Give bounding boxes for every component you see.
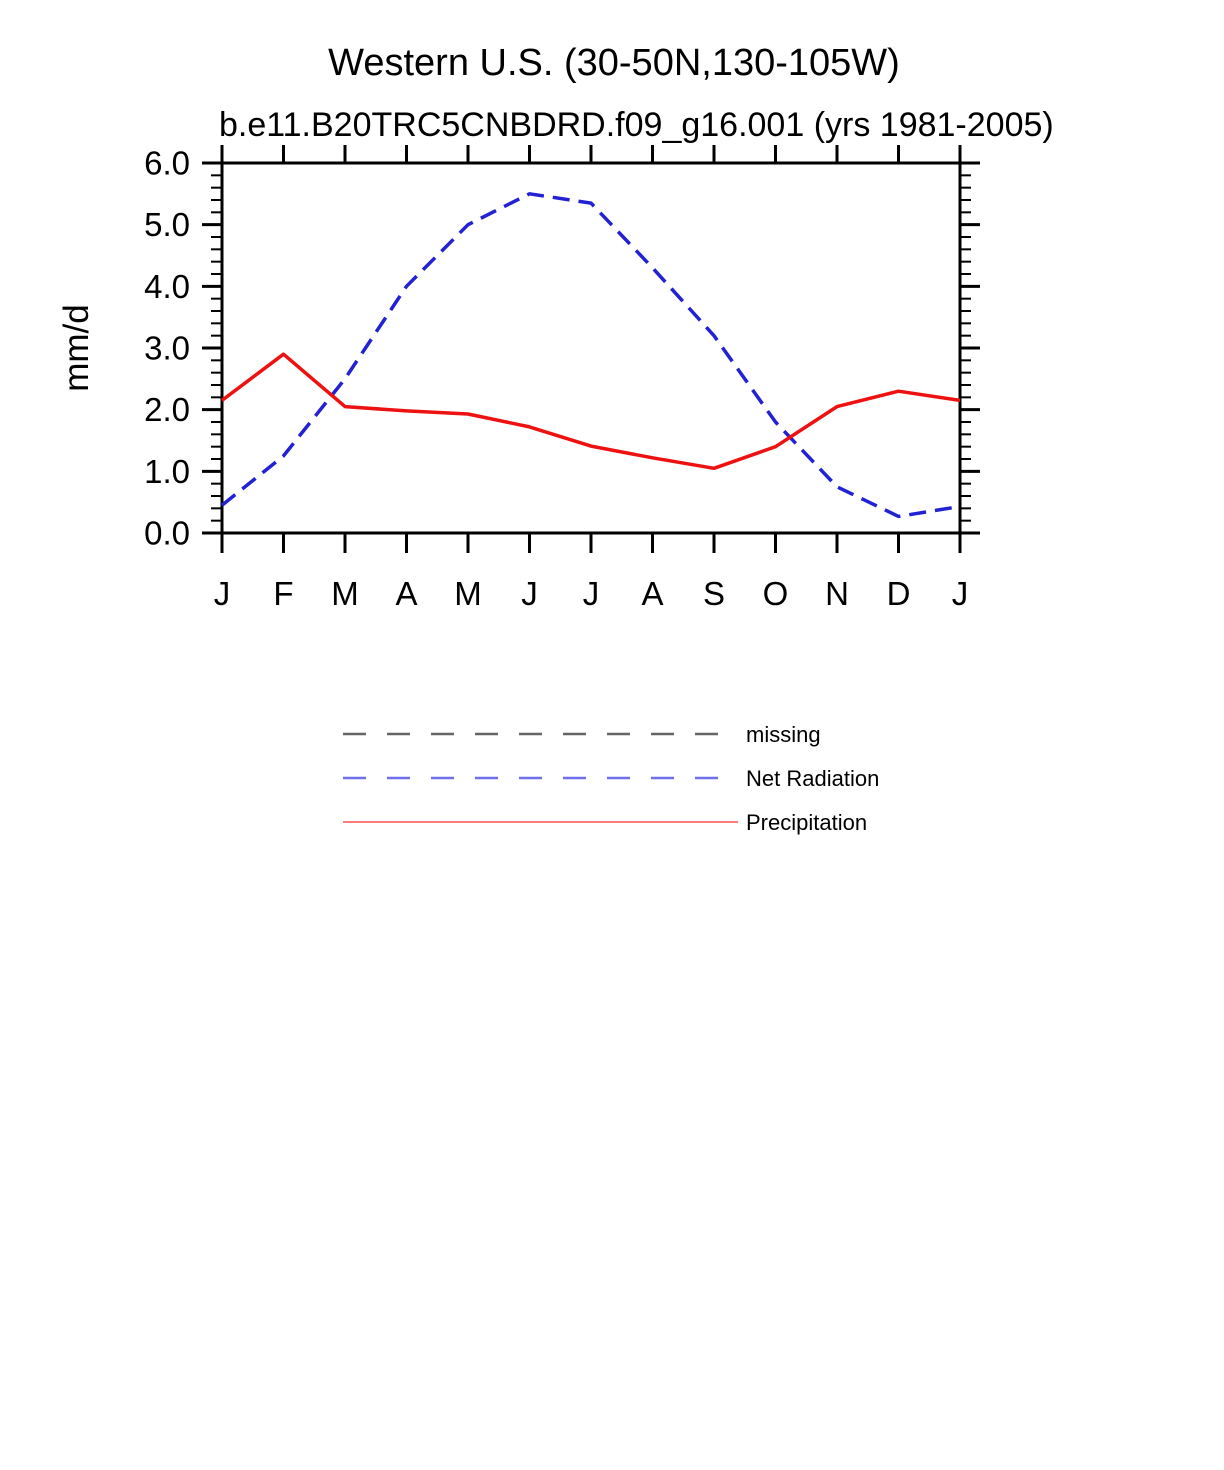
x-tick-label: F (273, 575, 294, 612)
x-tick-label: D (886, 575, 911, 612)
x-tick-label: M (454, 575, 482, 612)
plot-area (144, 145, 980, 613)
legend-label-net-radiation: Net Radiation (746, 766, 880, 791)
precipitation-line (222, 354, 960, 468)
x-tick-label: O (762, 575, 789, 612)
plot-frame (222, 163, 960, 533)
x-tick-label: J (521, 575, 538, 612)
x-tick-label: J (582, 575, 600, 612)
x-tick-label: N (825, 575, 849, 612)
y-axis-label: mm/d (57, 304, 96, 392)
x-tick-label: J (951, 575, 969, 612)
y-tick-label: 6.0 (144, 144, 190, 182)
net-radiation-line (222, 194, 960, 517)
y-tick-label: 5.0 (144, 206, 190, 244)
legend (343, 722, 879, 835)
x-tick-label: A (641, 575, 664, 612)
x-tick-label: S (702, 575, 726, 612)
chart-title: Western U.S. (30-50N,130-105W) (328, 42, 900, 84)
y-tick-label: 2.0 (144, 391, 190, 429)
y-tick-label: 0.0 (144, 514, 190, 552)
x-tick-label: M (331, 575, 359, 612)
y-tick-label: 4.0 (144, 267, 190, 305)
legend-label-precipitation: Precipitation (746, 810, 868, 835)
x-tick-label: J (213, 575, 231, 612)
y-tick-label: 1.0 (144, 452, 190, 490)
x-tick-label: A (395, 575, 418, 612)
y-tick-label: 3.0 (144, 329, 190, 367)
legend-label-missing: missing (746, 722, 821, 747)
chart-subtitle: b.e11.B20TRC5CNBDRD.f09_g16.001 (yrs 1981-2005) (219, 106, 1054, 144)
